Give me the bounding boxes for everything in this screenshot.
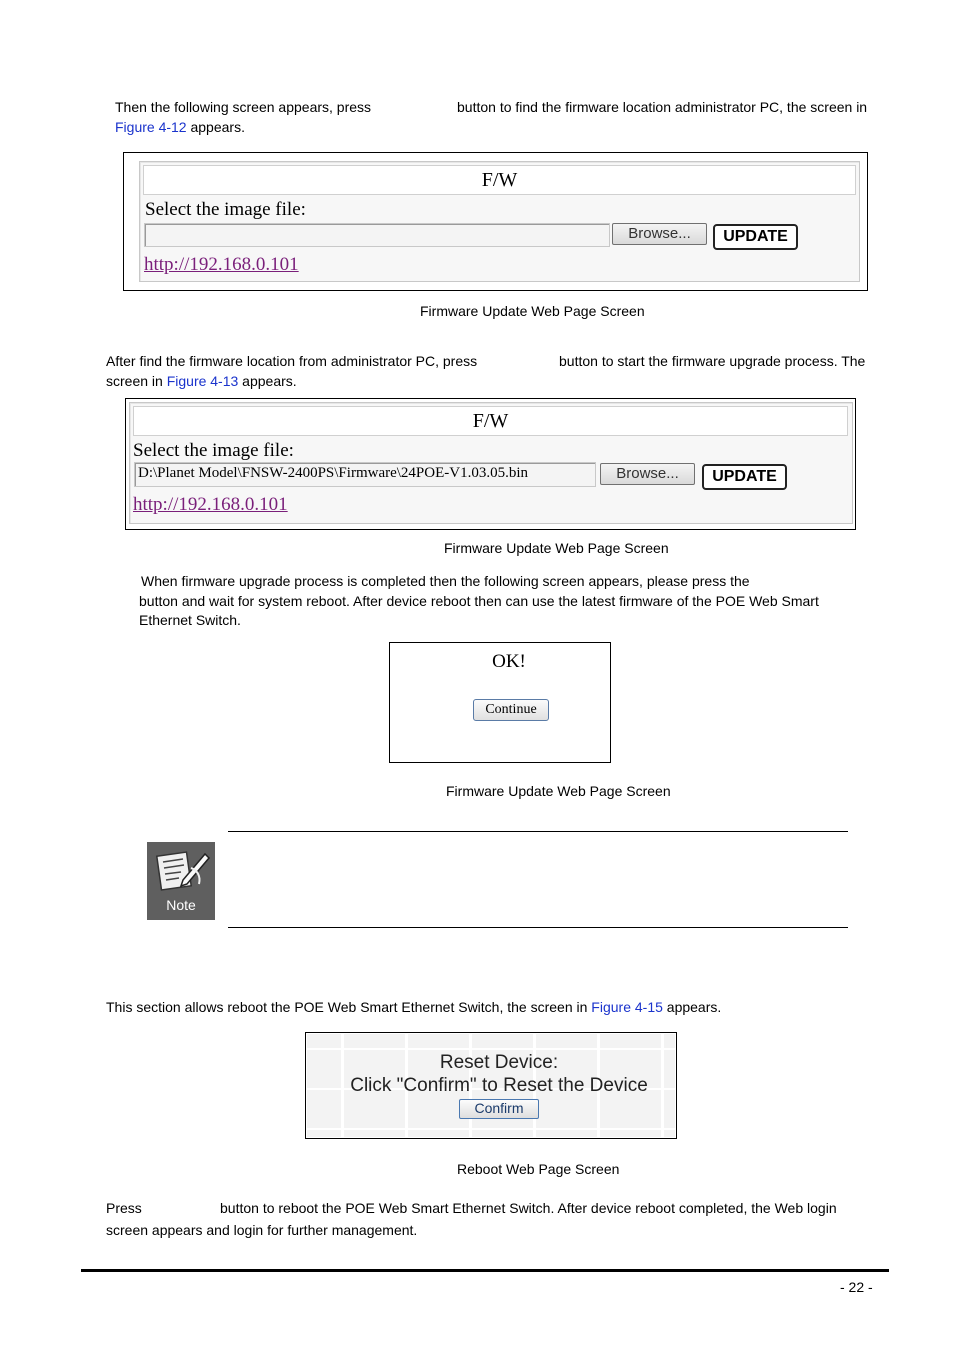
section1-text-line2 <box>115 117 245 137</box>
select-image-label: Select the image file: <box>145 199 306 220</box>
note-bottom-rule <box>228 927 848 928</box>
image-file-input[interactable]: D:\Planet Model\FNSW-2400PS\Firmware\24POE-V1.03.05.bin <box>134 462 596 487</box>
ok-title: OK! <box>492 651 526 672</box>
figure-4-13-link[interactable]: Figure 4-13 <box>166 373 239 389</box>
section4-text <box>106 997 721 1017</box>
figure-caption-3: Firmware Update Web Page Screen <box>446 783 671 799</box>
section1-text-after: button to find the firmware location administrator PC, the screen in <box>457 99 868 115</box>
device-address-link[interactable]: http://192.168.0.101 <box>144 254 299 275</box>
figure-caption-1: Firmware Update Web Page Screen <box>420 303 645 319</box>
footer-rule <box>81 1269 889 1272</box>
figure-4-12-link[interactable]: Figure 4-12 <box>115 119 187 135</box>
section5-text-line2: screen appears and login for further management. <box>106 1222 418 1238</box>
fw-title: F/W <box>133 406 848 436</box>
fw-panel <box>139 161 860 282</box>
browse-button[interactable]: Browse... <box>600 463 695 485</box>
confirm-button[interactable]: Confirm <box>459 1099 539 1119</box>
section1-line2-after: appears. <box>186 119 245 135</box>
update-button[interactable]: UPDATE <box>713 224 798 250</box>
ok-screenshot <box>389 642 611 763</box>
firmware-update-screenshot-2 <box>125 398 856 530</box>
section1-text-before: Then the following screen appears, press <box>115 99 372 115</box>
image-file-input[interactable] <box>144 223 610 247</box>
note-icon <box>147 842 215 920</box>
section5-text-before: Press <box>106 1200 142 1216</box>
continue-button[interactable]: Continue <box>473 699 549 721</box>
fw-title: F/W <box>143 165 856 195</box>
note-top-rule <box>228 831 848 832</box>
pencil-paper-icon <box>147 842 215 900</box>
fw-panel <box>129 402 853 524</box>
page-number: - 22 - <box>840 1279 873 1295</box>
section2-text-line2 <box>106 371 297 391</box>
figure-4-15-link[interactable]: Figure 4-15 <box>591 999 663 1015</box>
reset-device-screenshot <box>305 1032 677 1139</box>
section2-line2-after: appears. <box>238 373 297 389</box>
select-image-label: Select the image file: <box>133 440 294 461</box>
section2-text-after: button to start the firmware upgrade process. The <box>559 353 866 369</box>
firmware-update-screenshot-1 <box>123 152 868 291</box>
section2-line2-before: screen in <box>106 373 167 389</box>
section3-text-line2: button and wait for system reboot. After device reboot then can use the latest firmware of the POE Web Smart <box>139 593 819 609</box>
update-button[interactable]: UPDATE <box>702 464 787 490</box>
reset-message: Click "Confirm" to Reset the Device <box>350 1075 648 1096</box>
section5-text-after: button to reboot the POE Web Smart Ethernet Switch. After device reboot completed, the Web login <box>220 1200 837 1216</box>
browse-button[interactable]: Browse... <box>612 223 707 245</box>
figure-caption-2: Firmware Update Web Page Screen <box>444 540 669 556</box>
section1-text-line1 <box>115 97 371 117</box>
section3-text-line3: Ethernet Switch. <box>139 612 241 628</box>
section3-text-line1: When firmware upgrade process is completed then the following screen appears, please press the <box>141 573 750 589</box>
figure-caption-4: Reboot Web Page Screen <box>457 1161 620 1177</box>
device-address-link[interactable]: http://192.168.0.101 <box>133 494 288 515</box>
reset-title: Reset Device: <box>439 1052 559 1073</box>
section2-text-before: After find the firmware location from administrator PC, press <box>106 353 478 369</box>
note-icon-label: Note <box>166 897 196 913</box>
section4-text-after: appears. <box>662 999 722 1015</box>
section4-text-before: This section allows reboot the POE Web Smart Ethernet Switch, the screen in <box>106 999 592 1015</box>
